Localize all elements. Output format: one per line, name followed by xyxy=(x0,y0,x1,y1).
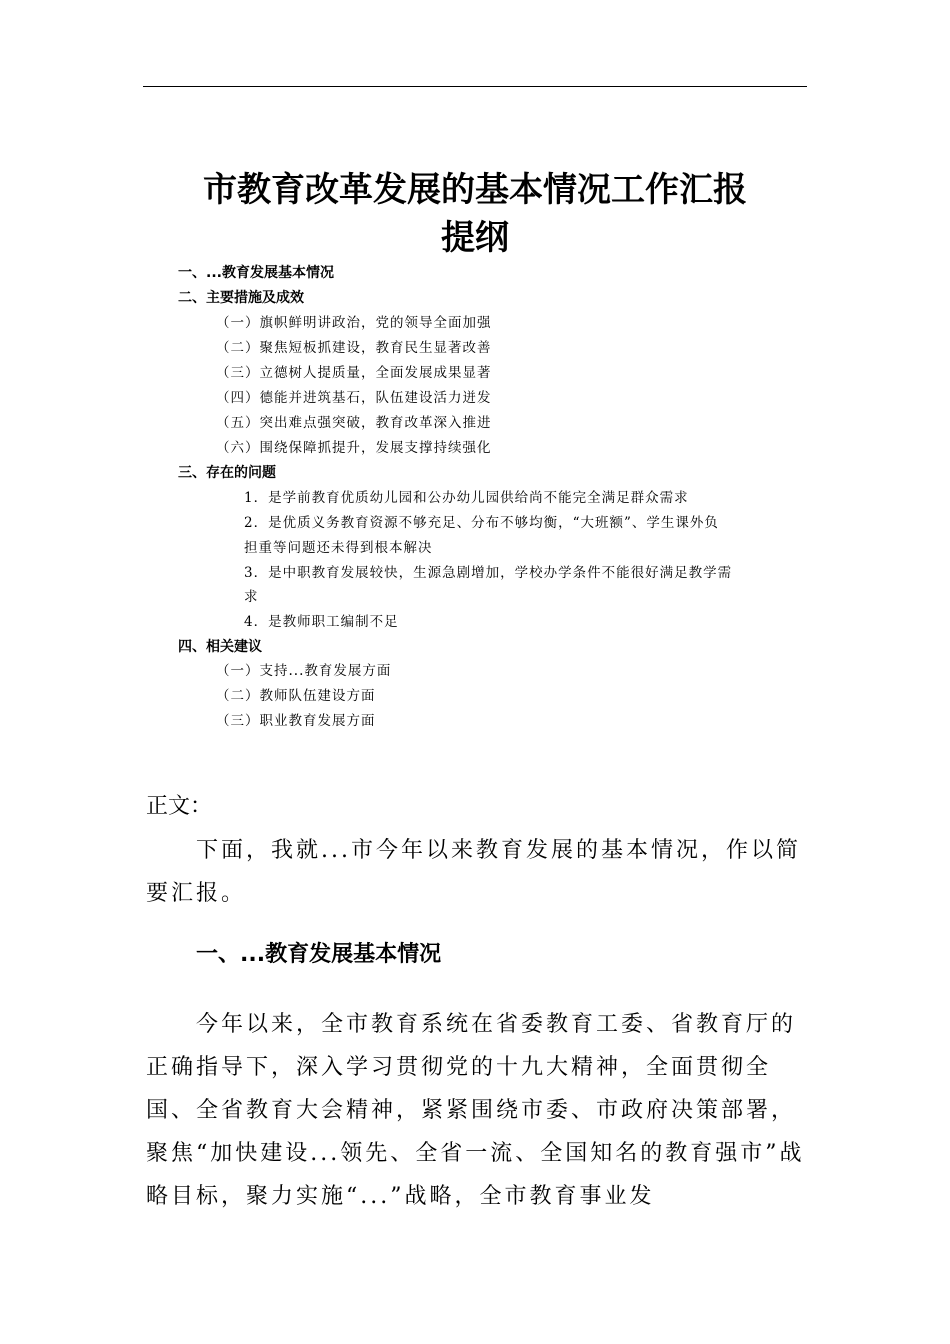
outline-item: 2．是优质义务教育资源不够充足、分布不够均衡，“大班额”、学生课外负 xyxy=(244,515,719,531)
body-label: 正文： xyxy=(146,794,213,819)
outline-heading-1: 一、...教育发展基本情况 xyxy=(178,265,334,281)
outline-item: （一）支持...教育发展方面 xyxy=(216,663,392,679)
section-paragraph: 今年以来，全市教育系统在省委教育工委、省教育厅的正确指导下，深入学习贯彻党的十九大精神，全面贯彻全国、全省教育大会精神，紧紧围绕市委、市政府决策部署，聚焦“加快建设...领先、全省一流、全国知名的教育强市”战略目标，聚力实施“...”战略，全市教育事业发 xyxy=(146,1012,805,1209)
outline-item: （一）旗帜鲜明讲政治，党的领导全面加强 xyxy=(216,315,492,331)
outline-item: （六）围绕保障抓提升，发展支撑持续强化 xyxy=(216,440,492,456)
outline-item: （二）聚焦短板抓建设，教育民生显著改善 xyxy=(216,340,492,356)
outline-item: 4．是教师职工编制不足 xyxy=(244,614,399,630)
outline-item: （二）教师队伍建设方面 xyxy=(216,688,376,704)
outline-item: （三）立德树人提质量，全面发展成果显著 xyxy=(216,365,492,381)
section-heading: 一、...教育发展基本情况 xyxy=(196,942,442,967)
outline-item-continuation: 担重等问题还未得到根本解决 xyxy=(244,540,433,556)
outline-item: （四）德能并进筑基石，队伍建设活力迸发 xyxy=(216,390,492,406)
outline-heading-3: 三、存在的问题 xyxy=(178,465,276,481)
outline-item: （三）职业教育发展方面 xyxy=(216,713,376,729)
outline-item: 3．是中职教育发展较快，生源急剧增加，学校办学条件不能很好满足教学需 xyxy=(244,565,733,581)
intro-paragraph: 下面，我就...市今年以来教育发展的基本情况，作以简要汇报。 xyxy=(146,838,801,906)
outline-heading-2: 二、主要措施及成效 xyxy=(178,290,304,306)
outline-item: （五）突出难点强突破，教育改革深入推进 xyxy=(216,415,492,431)
header-rule xyxy=(143,86,807,87)
outline-heading-4: 四、相关建议 xyxy=(178,639,262,655)
outline-item: 1．是学前教育优质幼儿园和公办幼儿园供给尚不能完全满足群众需求 xyxy=(244,490,689,506)
document-title-line-2: 提纲 xyxy=(441,218,509,258)
outline-item-continuation: 求 xyxy=(244,589,259,605)
document-title-line-1: 市教育改革发展的基本情况工作汇报 xyxy=(203,170,747,210)
